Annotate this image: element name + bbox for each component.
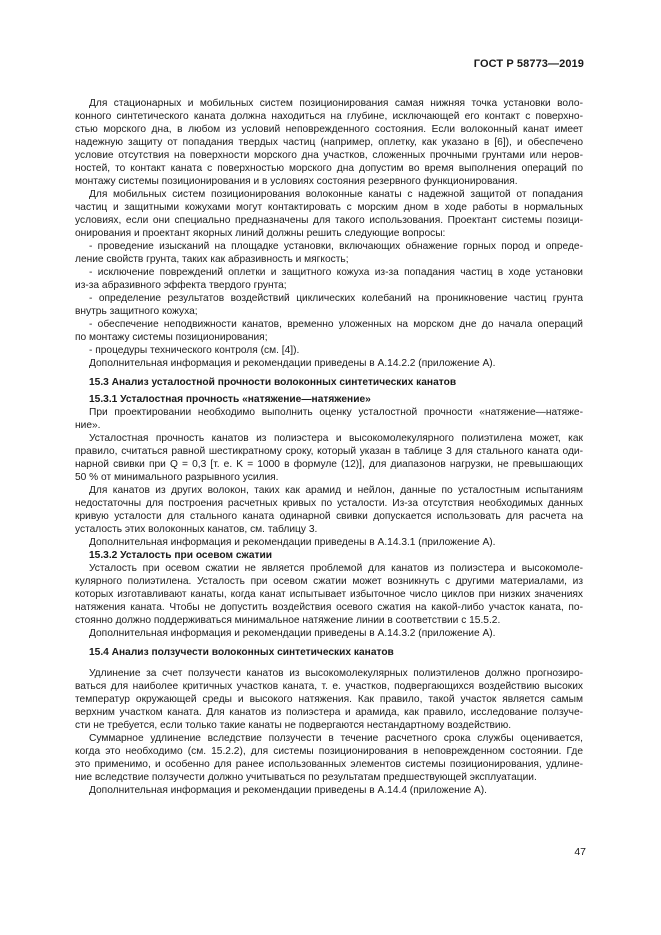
text-line: Дополнительная информация и рекомендации приведены в А.14.2.2 (приложение А). bbox=[89, 358, 496, 369]
text-line: когда это необходимо (см. 15.2.2), для системы позиционирования в неповрежденном состоянии. Где bbox=[75, 746, 583, 757]
section-heading: 15.3 Анализ усталостной прочности волоконных синтетических канатов bbox=[89, 377, 457, 388]
text-line: 50 % от минимального разрывного усилия. bbox=[75, 472, 279, 483]
text-line: правило, считаться равной шестикратному сроку, который указан в таблице 3 для стального каната оди- bbox=[75, 446, 583, 457]
text-line: - обеспечение неподвижности канатов, временно уложенных на морском дне до начала операций bbox=[89, 319, 583, 330]
text-line: кулярного полиэтилена. Усталость при осевом сжатии может возникнуть с другими материалами, из bbox=[75, 576, 583, 587]
text-line: онирования и проектант якорных линий должны решить следующие вопросы: bbox=[75, 228, 446, 239]
page-number: 47 bbox=[574, 846, 586, 858]
text-line: Суммарное удлинение вследствие ползучести в течение расчетного срока службы оценивается, bbox=[89, 733, 583, 744]
text-line: Усталостная прочность канатов из полиэстера и высокомолекулярного полиэтилена может, как bbox=[89, 433, 583, 444]
text-line: нарной свивки при Q = 0,3 [т. е. K = 1000 в формуле (12)], для диапазонов нагрузки, не превышающих bbox=[75, 459, 583, 470]
text-line: - проведение изысканий на площадке установки, включающих обнажение горных пород и опреде- bbox=[89, 241, 583, 252]
text-line: внутрь защитного кожуха; bbox=[75, 306, 198, 317]
text-line: натяжения каната. Чтобы не допустить воздействия осевого сжатия на какой-либо участок каната, по- bbox=[75, 602, 583, 613]
text-line: - процедуры технического контроля (см. [4]). bbox=[89, 345, 300, 356]
text-line: ностей, то контакт каната с поверхностью морского дна допустим во время выполнения операций по bbox=[75, 163, 583, 174]
text-line: При проектировании необходимо выполнить оценку усталостной прочности «натяжение—натяже- bbox=[89, 407, 583, 418]
text-line: Дополнительная информация и рекомендации приведены в А.14.3.2 (приложение А). bbox=[89, 628, 496, 639]
text-line: частиц и защитными кожухами могут контактировать с морским дном в ходе работы в нормальных bbox=[75, 202, 583, 213]
text-line: конного синтетического каната должна находиться на глубине, исключающей его контакт с поверхно- bbox=[75, 111, 583, 122]
text-line: - исключение повреждений оплетки и защитного кожуха из-за попадания частиц в ходе установки bbox=[89, 267, 583, 278]
text-line: кривую усталости для стального каната одинарной свивки допускается использовать для расчета на bbox=[75, 511, 583, 522]
text-line: стоянно должно поддерживаться минимальное натяжение линии в соответствии с 15.5.2. bbox=[75, 615, 501, 626]
text-line: из-за абразивного эффекта твердого грунта; bbox=[75, 280, 287, 291]
text-line: по монтажу системы позиционирования; bbox=[75, 332, 268, 343]
text-line: Для стационарных и мобильных систем позиционирования самая нижняя точка установки воло- bbox=[89, 98, 583, 109]
text-line: ние вследствие ползучести должно учитываться по результатам предшествующей эксплуатации. bbox=[75, 772, 537, 783]
text-line: ление свойств грунта, таких как абразивность и мягкость; bbox=[75, 254, 349, 265]
text-line: монтажу системы позиционирования и в условиях состояния резервного функционирования. bbox=[75, 176, 518, 187]
text-line: ваться для наиболее критичных участков каната, т. е. участков, подвергающихся воздействию высоких bbox=[75, 681, 583, 692]
text-line: условие отсутствия на поверхности морского дна участков, сложенных прочными грунтами или неров- bbox=[75, 150, 583, 161]
text-line: Дополнительная информация и рекомендации приведены в А.14.3.1 (приложение А). bbox=[89, 537, 496, 548]
text-line: Удлинение за счет ползучести канатов из высокомолекулярных полиэтиленов должно прогнозиро- bbox=[89, 668, 583, 679]
text-line: стью морского дна, в любом из условий неповрежденного состояния. Если волоконный канат имеет bbox=[75, 124, 583, 135]
text-line: Для мобильных систем позиционирования волоконные канаты с надежной защитой от попадания bbox=[89, 189, 583, 200]
text-line: Усталость при осевом сжатии не является проблемой для канатов из полиэстера и высокомоле- bbox=[89, 563, 583, 574]
text-line: усталость этих волоконных канатов, см. таблицу 3. bbox=[75, 524, 318, 535]
text-line: Для канатов из других волокон, таких как арамид и нейлон, данные по усталостным испытаниям bbox=[89, 485, 583, 496]
text-line: это применимо, и особенно для ранее использованных элементов системы позиционирования, удлине- bbox=[75, 759, 583, 770]
text-line: Дополнительная информация и рекомендации приведены в А.14.4 (приложение А). bbox=[89, 785, 487, 796]
text-line: недостаточны для построения расчетных кривых по усталости. Из-за отсутствия необходимых данных bbox=[75, 498, 583, 509]
text-line: ние». bbox=[75, 420, 101, 431]
section-heading: 15.3.1 Усталостная прочность «натяжение—натяжение» bbox=[89, 394, 371, 405]
text-line: условиях, если они специально предназначены для такого использования. Проектант системы позици- bbox=[75, 215, 583, 226]
section-heading: 15.4 Анализ ползучести волоконных синтетических канатов bbox=[89, 647, 394, 658]
standard-header: ГОСТ Р 58773—2019 bbox=[473, 58, 584, 70]
text-line: верхним участком каната. Для канатов из полиэстера и арамида, как правило, исследование ползуче- bbox=[75, 707, 583, 718]
text-line: температур окружающей среды и высокого натяжения. Как правило, такой участок является самым bbox=[75, 694, 583, 705]
text-line: - определение результатов воздействий циклических колебаний на проникновение частиц грунта bbox=[89, 293, 583, 304]
section-heading: 15.3.2 Усталость при осевом сжатии bbox=[89, 550, 273, 561]
text-line: сти не требуется, если только такие канаты не подвергаются нестандартному воздействию. bbox=[75, 720, 512, 731]
text-line: надежную защиту от попадания твердых частиц (например, оплетку, как указано в [6]), и обеспечено bbox=[75, 137, 583, 148]
text-line: которых изготавливают канаты, когда канат испытывает избыточное число циклов при низких значениях bbox=[75, 589, 583, 600]
